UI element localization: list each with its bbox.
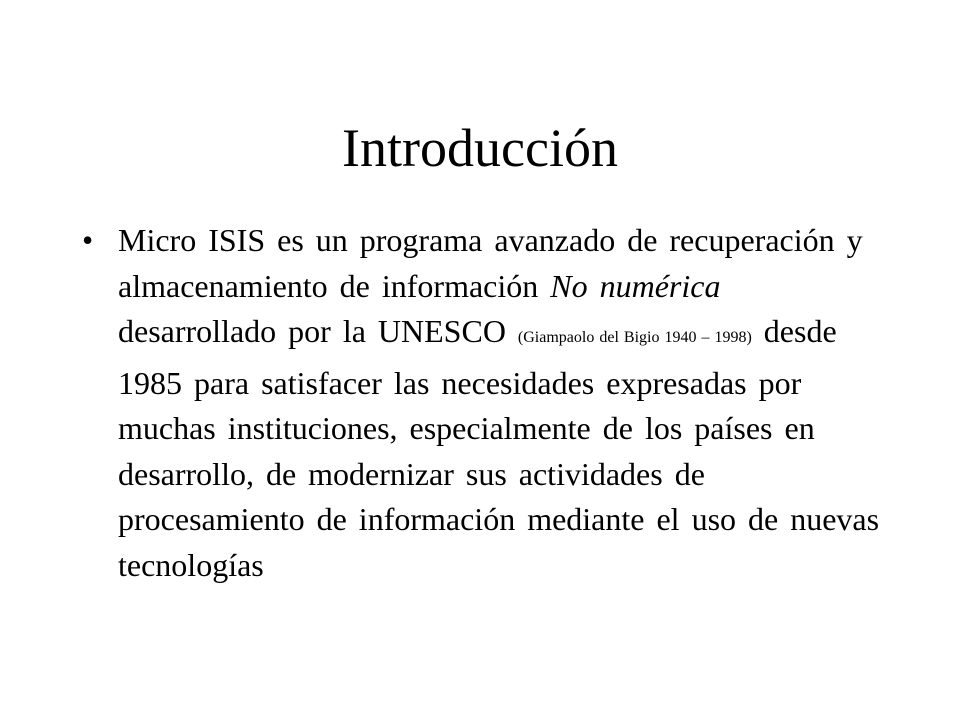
bullet-item [82,218,882,588]
bullet-marker: • [82,222,94,258]
paragraph-citation-note: (Giampaolo del Bigio 1940 – 1998) [517,329,752,346]
bullet-paragraph [118,218,882,588]
slide-title: Introducción [342,118,618,178]
paragraph-part-3: desde 1985 para satisfacer las necesidades expresadas por muchas instituciones, especialmente de los países en desarrollo, de modernizar sus actividades de procesamiento de información mediante el uso de nuevas tecnologías [118,313,880,583]
paragraph-italic-term: No numérica [550,267,721,304]
paragraph-part-1: Micro ISIS es un programa avanzado de recuperación y almacenamiento de información [118,222,863,304]
paragraph-part-2: desarrollado por la UNESCO [118,313,518,349]
